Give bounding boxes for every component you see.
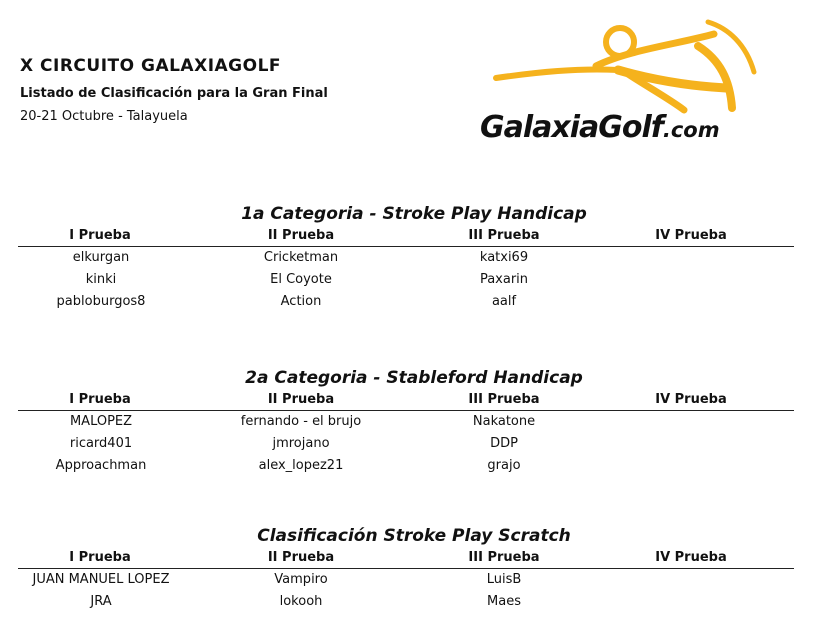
column-header-i: I Prueba <box>69 228 131 243</box>
table-cell: Vampiro <box>274 572 328 587</box>
table-cell: Nakatone <box>472 414 536 429</box>
column-headers <box>18 226 794 247</box>
section-1a-categoria <box>18 202 794 313</box>
golfer-swoosh-icon <box>478 14 788 124</box>
section-stroke-play-scratch <box>18 524 794 613</box>
column-header-i: I Prueba <box>69 550 131 565</box>
column-header-iv: IV Prueba <box>655 392 727 407</box>
logo-main-text: GalaxiaGolf <box>480 110 663 145</box>
column-headers <box>18 548 794 569</box>
table-cell: Cricketman <box>263 250 339 265</box>
column-header-i: I Prueba <box>69 392 131 407</box>
table-cell <box>588 455 794 477</box>
galaxiagolf-logo <box>478 14 788 154</box>
column-header-ii: II Prueba <box>267 550 335 565</box>
table-row <box>18 291 794 313</box>
table-cell <box>588 433 794 455</box>
document-subtitle: Listado de Clasificación para la Gran Final <box>20 86 328 101</box>
column-header-iii: III Prueba <box>468 228 540 243</box>
table-cell: alex_lopez21 <box>258 458 344 473</box>
table-cell: katxi69 <box>479 250 529 265</box>
column-header-iii: III Prueba <box>468 550 540 565</box>
table-cell: Paxarin <box>479 272 529 287</box>
column-header-iv: IV Prueba <box>655 228 727 243</box>
table-cell: Approachman <box>55 458 147 473</box>
table-cell <box>588 411 794 433</box>
table-cell <box>588 247 794 269</box>
table-row <box>18 455 794 477</box>
document-header <box>20 56 328 124</box>
table-row <box>18 247 794 269</box>
table-cell: ricard401 <box>69 436 133 451</box>
table-cell <box>588 591 794 613</box>
column-headers <box>18 390 794 411</box>
table-cell: El Coyote <box>270 272 332 287</box>
table-cell: elkurgan <box>72 250 130 265</box>
logo-wordmark <box>480 110 720 145</box>
document-title: X CIRCUITO GALAXIAGOLF <box>20 56 282 76</box>
table-cell: lokooh <box>279 594 323 609</box>
column-header-ii: II Prueba <box>267 392 335 407</box>
section-title: 2a Categoria - Stableford Handicap <box>245 368 583 388</box>
event-dates: 20-21 Octubre - Talayuela <box>20 109 188 124</box>
table-cell: grajo <box>487 458 521 473</box>
table-cell <box>588 269 794 291</box>
column-header-ii: II Prueba <box>267 228 335 243</box>
table-cell: LuisB <box>486 572 522 587</box>
table-cell: JRA <box>90 594 112 609</box>
table-cell: pabloburgos8 <box>56 294 146 309</box>
section-title: 1a Categoria - Stroke Play Handicap <box>241 204 587 224</box>
table-cell: aalf <box>491 294 517 309</box>
table-cell: fernando - el brujo <box>240 414 362 429</box>
table-cell <box>588 291 794 313</box>
table-row <box>18 269 794 291</box>
logo-suffix-text: .com <box>662 118 720 142</box>
table-row <box>18 591 794 613</box>
table-row <box>18 411 794 433</box>
table-row <box>18 569 794 591</box>
section-title: Clasificación Stroke Play Scratch <box>257 526 571 546</box>
table-row <box>18 433 794 455</box>
table-cell: jmrojano <box>272 436 330 451</box>
table-cell: DDP <box>490 436 518 451</box>
table-cell: kinki <box>85 272 117 287</box>
section-2a-categoria <box>18 366 794 477</box>
table-cell: Action <box>280 294 322 309</box>
column-header-iii: III Prueba <box>468 392 540 407</box>
table-cell: MALOPEZ <box>69 414 133 429</box>
table-cell: Maes <box>487 594 521 609</box>
column-header-iv: IV Prueba <box>655 550 727 565</box>
table-cell <box>588 569 794 591</box>
table-cell: JUAN MANUEL LOPEZ <box>32 572 170 587</box>
